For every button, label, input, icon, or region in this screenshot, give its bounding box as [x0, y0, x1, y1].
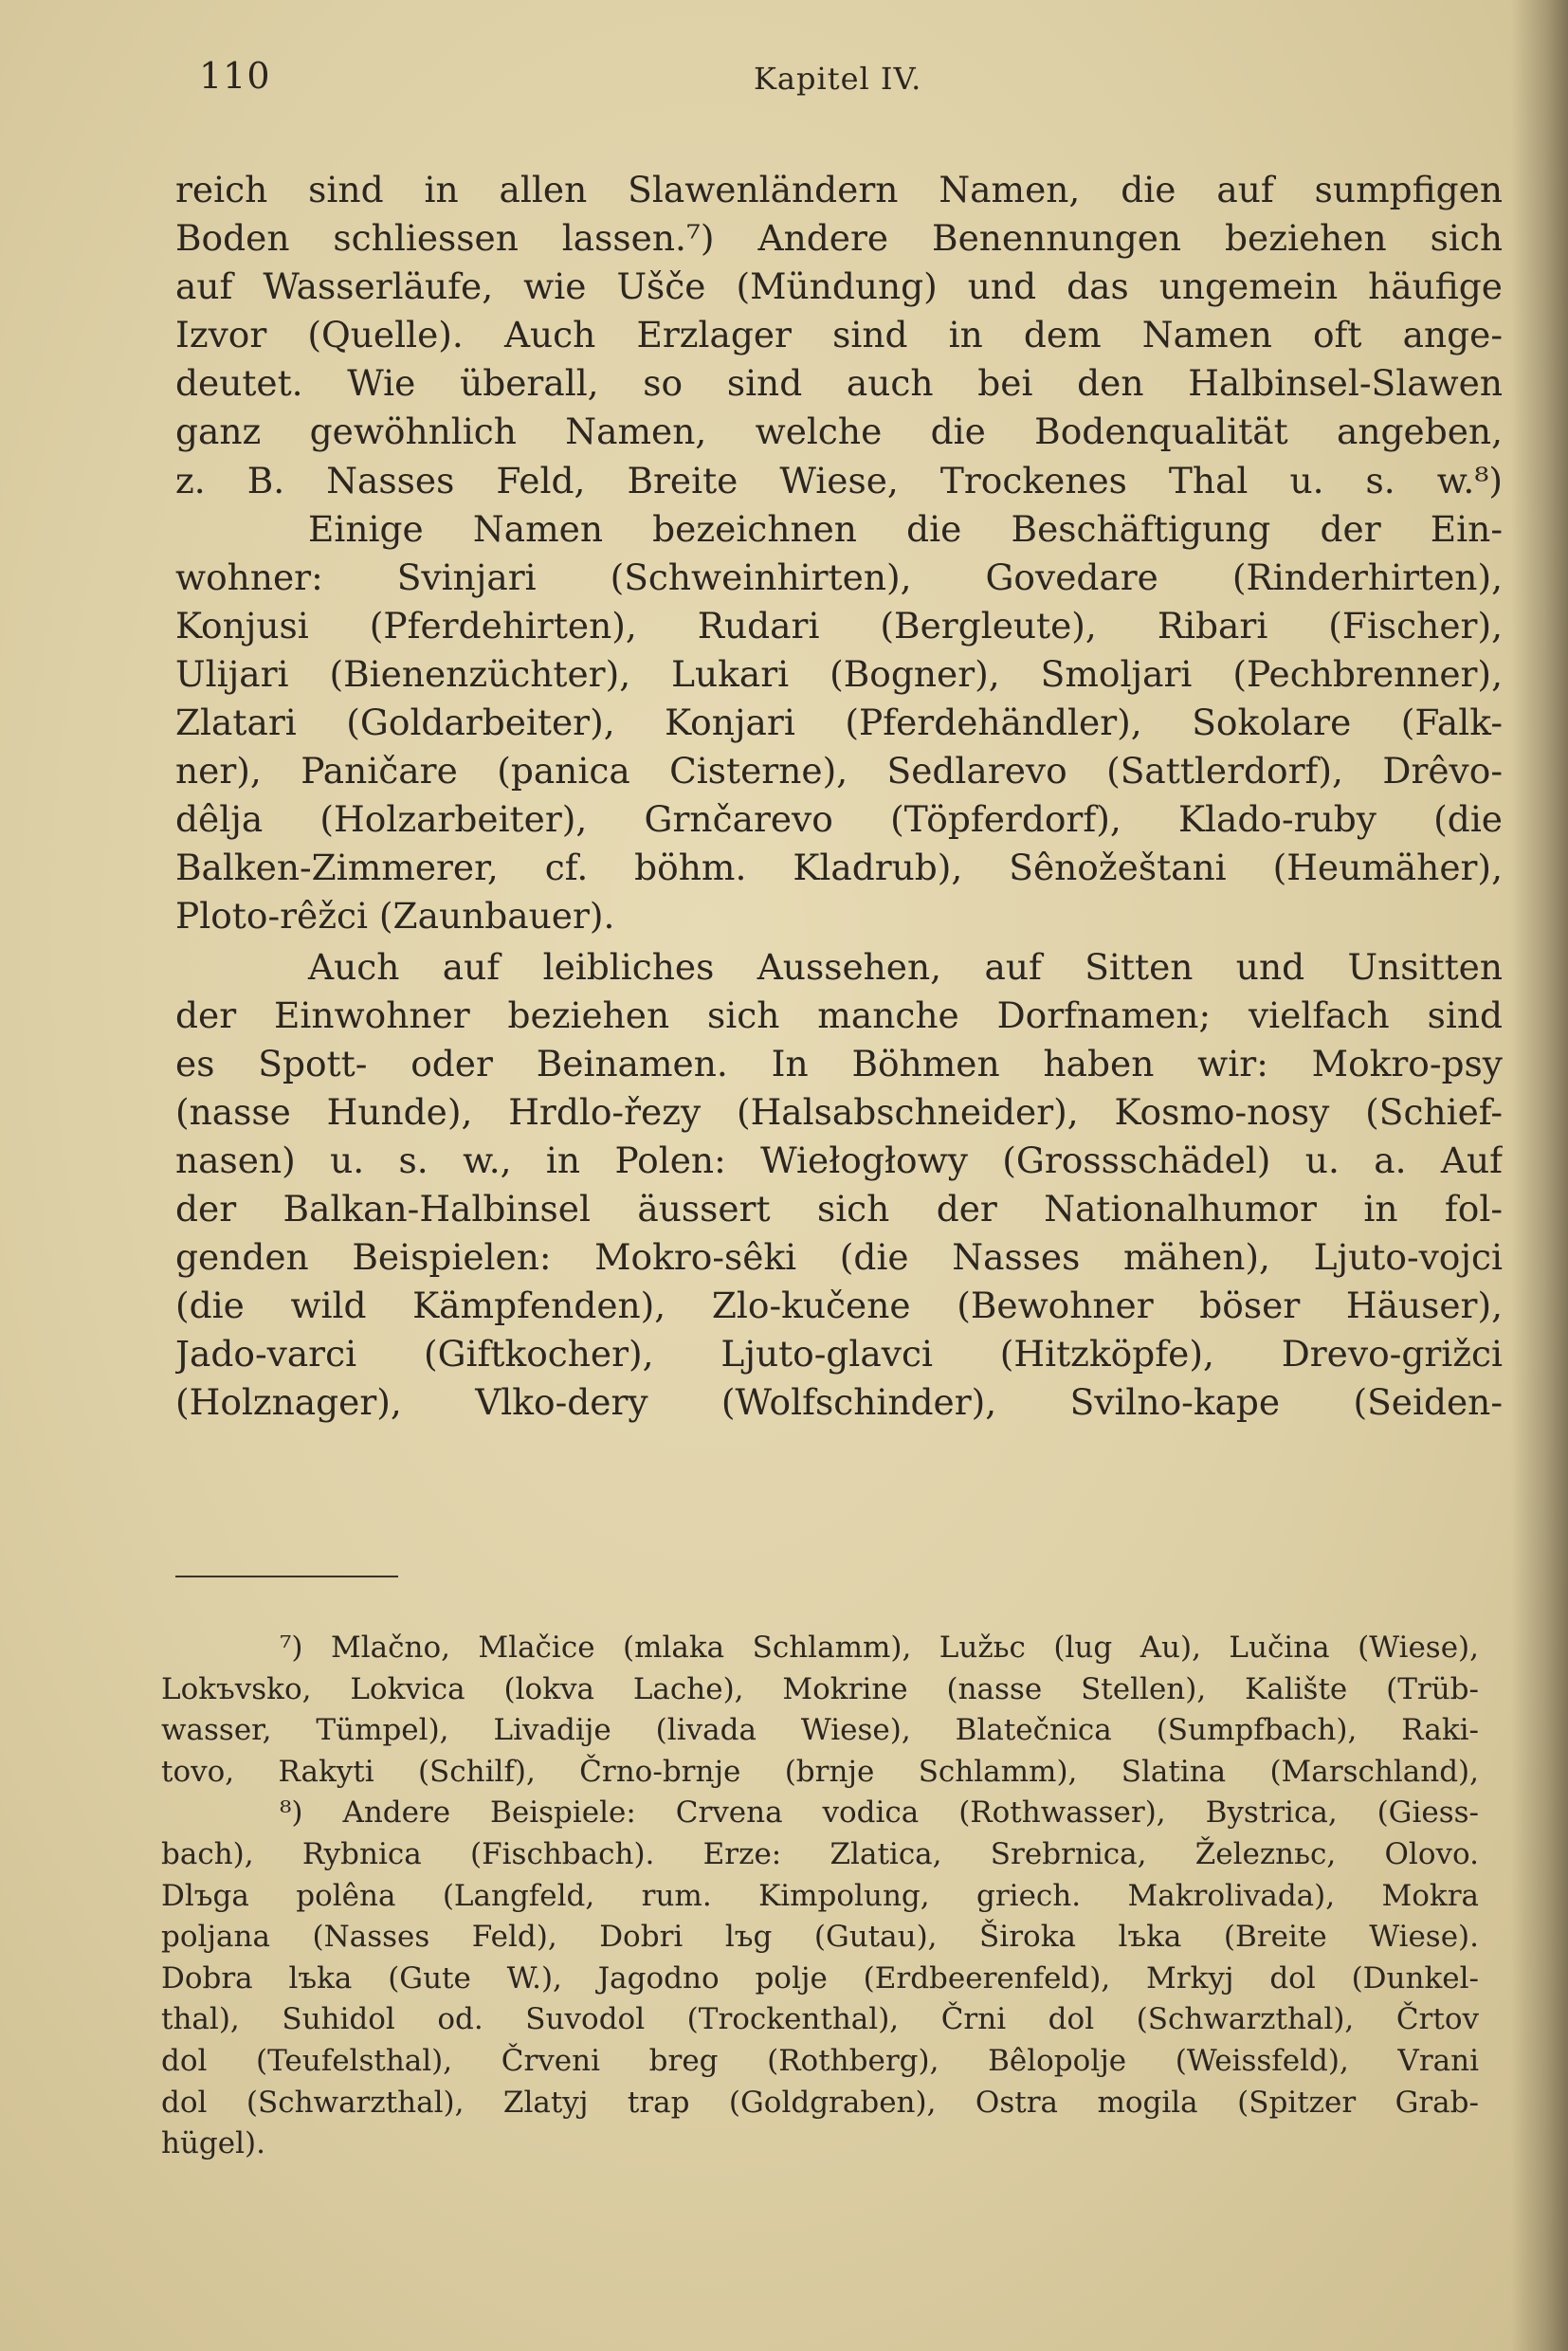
page-header — [190, 55, 1498, 112]
footnote-line: Dobra lъka (Gute W.), Jagodno polje (Erdbeerenfeld), Mrkyj dol (Dunkel- — [161, 1960, 1479, 1996]
footnotes — [161, 1628, 1479, 2165]
text-line: deutet. Wie überall, so sind auch bei den Halbinsel-Slawen — [175, 362, 1503, 405]
footnote-line: hügel). — [161, 2126, 265, 2161]
text-line: Einige Namen bezeichnen die Beschäftigung der Ein- — [308, 507, 1503, 550]
text-line: (Holznager), Vlko-dery (Wolfschinder), Svilno-kape (Seiden- — [175, 1381, 1503, 1424]
text-line: nasen) u. s. w., in Polen: Wiełogłowy (Grossschädel) u. a. Auf — [175, 1139, 1503, 1181]
text-line: Konjusi (Pferdehirten), Rudari (Bergleute), Ribari (Fischer), — [175, 604, 1503, 647]
footnote-line: tovo, Rakyti (Schilf), Črno-brnje (brnje Schlamm), Slatina (Marschland), — [161, 1754, 1479, 1789]
text-line: Jado-varci (Giftkocher), Ljuto-glavci (Hitzköpfe), Drevo-grižci — [175, 1333, 1503, 1376]
text-line: ner), Paničare (panica Cisterne), Sedlarevo (Sattlerdorf), Drêvo- — [175, 750, 1503, 793]
footnote-rule — [175, 1576, 398, 1577]
text-line: ganz gewöhnlich Namen, welche die Bodenqualität angeben, — [175, 410, 1503, 453]
text-line: Ploto-rêžci (Zaunbauer). — [175, 895, 615, 938]
text-line: Auch auf leibliches Aussehen, auf Sitten und Unsitten — [308, 945, 1503, 988]
page-number: 110 — [199, 55, 271, 97]
text-line: Ulijari (Bienenzüchter), Lukari (Bogner), Smoljari (Pechbrenner), — [175, 652, 1503, 695]
footnote-7 — [161, 1628, 1479, 1793]
footnote-line: thal), Suhidol od. Suvodol (Trockenthal), Črni dol (Schwarzthal), Črtov — [161, 2002, 1479, 2037]
text-line: (die wild Kämpfenden), Zlo-kučene (Bewohner böser Häuser), — [175, 1285, 1503, 1327]
footnote-line: Dlъga polêna (Langfeld, rum. Kimpolung, griech. Makrolivada), Mokra — [161, 1878, 1479, 1913]
footnote-line: ⁷) Mlačno, Mlačice (mlaka Schlamm), Lužьc (lug Au), Lučina (Wiese), — [280, 1631, 1479, 1665]
text-line: wohner: Svinjari (Schweinhirten), Govedare (Rinderhirten), — [175, 556, 1503, 598]
text-line: Boden schliessen lassen.⁷) Andere Benennungen beziehen sich — [175, 217, 1503, 260]
text-line: es Spott- oder Beinamen. In Böhmen haben wir: Mokro-psy — [175, 1042, 1503, 1084]
text-line: (nasse Hunde), Hrdlo-řezy (Halsabschneider), Kosmo-nosy (Schief- — [175, 1090, 1503, 1133]
footnote-line: dol (Schwarzthal), Zlatyj trap (Goldgraben), Ostra mogila (Spitzer Grab- — [161, 2085, 1479, 2120]
footnote-line: wasser, Tümpel), Livadije (livada Wiese), Blatečnica (Sumpfbach), Raki- — [161, 1713, 1479, 1748]
text-line: Zlatari (Goldarbeiter), Konjari (Pferdehändler), Sokolare (Falk- — [175, 702, 1503, 744]
text-line: der Balkan-Halbinsel äussert sich der Nationalhumor in fol- — [175, 1187, 1503, 1230]
running-head: Kapitel IV. — [754, 61, 922, 97]
page-edge-shadow — [1511, 0, 1568, 2351]
text-line: auf Wasserläufe, wie Ušče (Mündung) und das ungemein häufige — [175, 265, 1503, 308]
text-line: reich sind in allen Slawenländern Namen, die auf sumpfigen — [175, 169, 1503, 210]
paragraph-3 — [175, 943, 1503, 1428]
body-text — [175, 166, 1503, 1427]
text-line: der Einwohner beziehen sich manche Dorfnamen; vielfach sind — [175, 993, 1503, 1036]
text-line: z. B. Nasses Feld, Breite Wiese, Trockenes Thal u. s. w.⁸) — [175, 459, 1503, 501]
footnote-line: dol (Teufelsthal), Črveni breg (Rothberg), Bêlopolje (Weissfeld), Vrani — [161, 2043, 1479, 2078]
footnote-line: ⁸) Andere Beispiele: Crvena vodica (Rothwasser), Bystrica, (Giess- — [280, 1795, 1479, 1831]
paragraph-2 — [175, 505, 1503, 941]
footnote-8 — [161, 1793, 1479, 2164]
footnote-line: poljana (Nasses Feld), Dobri lъg (Gutau), Široka lъka (Breite Wiese). — [161, 1920, 1479, 1955]
text-line: Balken-Zimmerer, cf. böhm. Kladrub), Sênožeštani (Heumäher), — [175, 847, 1503, 889]
footnote-line: bach), Rybnica (Fischbach). Erze: Zlatica, Srebrnica, Železnьc, Olovo. — [161, 1836, 1479, 1871]
text-line: Izvor (Quelle). Auch Erzlager sind in dem Namen oft ange- — [175, 314, 1503, 356]
paragraph-1 — [175, 166, 1503, 505]
text-line: genden Beispielen: Mokro-sêki (die Nasses mähen), Ljuto-vojci — [175, 1236, 1503, 1279]
text-line: dêlja (Holzarbeiter), Grnčarevo (Töpferdorf), Klado-ruby (die — [175, 798, 1503, 841]
footnote-line: Lokъvsko, Lokvica (lokva Lache), Mokrine (nasse Stellen), Kalište (Trüb- — [161, 1671, 1479, 1706]
